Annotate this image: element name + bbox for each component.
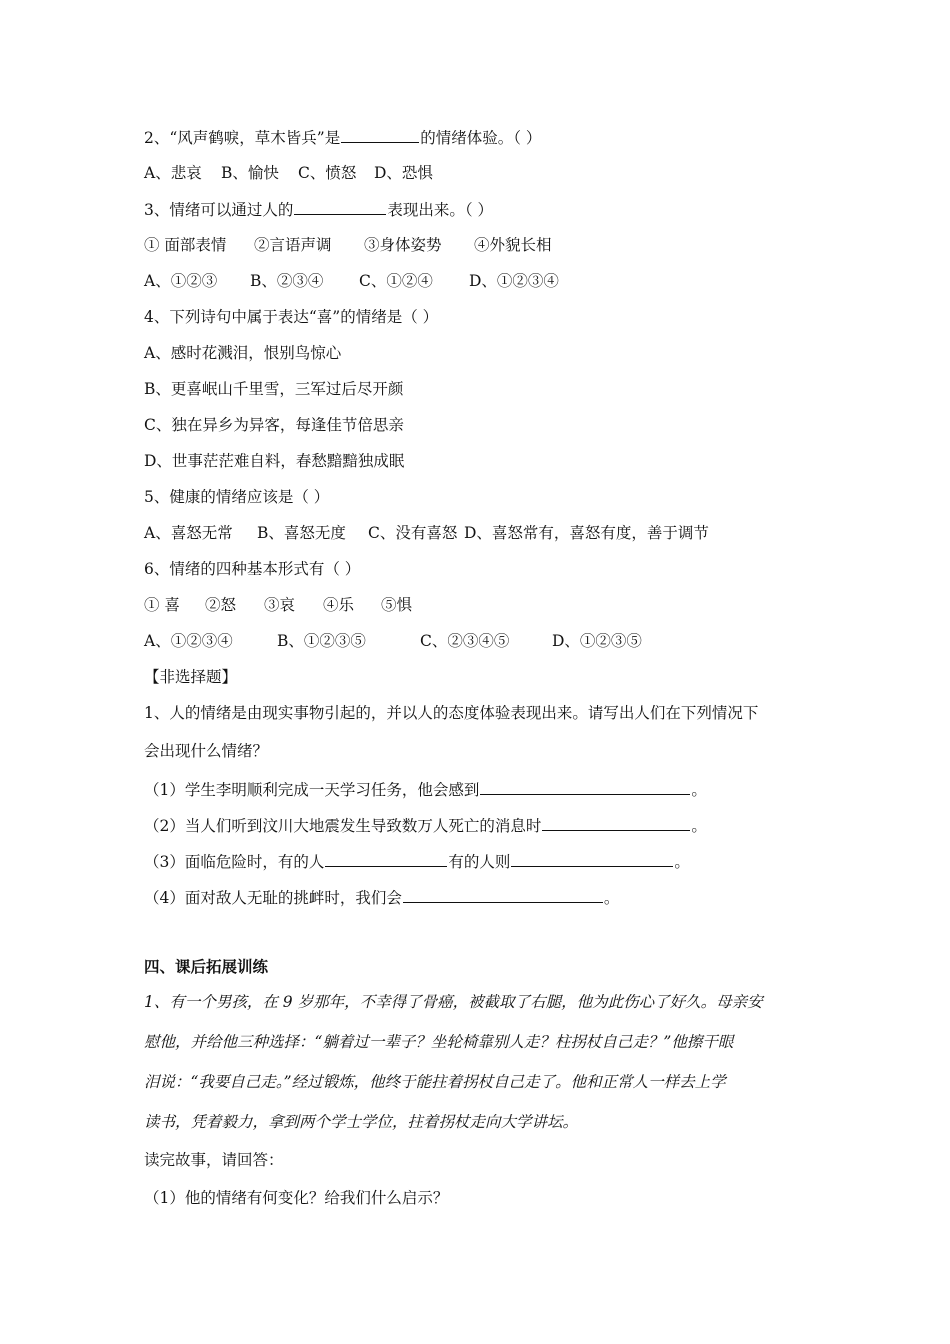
item-2: ②怒 [205, 596, 237, 614]
question-6: 6、情绪的四种基本形式有（ ） [144, 560, 361, 578]
question-3 [144, 199, 493, 220]
question-2-text-pre: 2、“风声鹤唳，草木皆兵”是 [144, 129, 341, 147]
item-4: ④乐 [323, 596, 355, 614]
section-heading-extension: 四、课后拓展训练 [144, 957, 269, 976]
question-5: 5、健康的情绪应该是（ ） [144, 488, 330, 506]
sub-question-1-end: 。 [691, 781, 707, 799]
question-3-text-pre: 3、情绪可以通过人的 [144, 201, 294, 219]
story-line-1: 1、有一个男孩，在 9 岁那年，不幸得了骨癌，被截取了右腿，他为此伤心了好久。母亲安 [144, 993, 763, 1011]
option-d: D、①②③⑤ [552, 632, 642, 650]
item-1: ① 面部表情 [144, 236, 227, 254]
option-b: B、①②③⑤ [277, 632, 366, 650]
sub-question-2-text: （2）当人们听到汶川大地震发生导致数万人死亡的消息时 [144, 817, 542, 835]
item-4: ④外貌长相 [474, 236, 552, 254]
answer-blank[interactable] [511, 851, 673, 867]
question-2 [144, 127, 541, 148]
question-6-options [144, 631, 642, 651]
extension-sub-question-1: （1）他的情绪有何变化？给我们什么启示？ [144, 1189, 449, 1207]
option-d: D、世事茫茫难自料，春愁黯黯独成眠 [144, 452, 405, 470]
option-b: B、喜怒无度 [257, 524, 346, 542]
sub-question-3 [144, 851, 690, 872]
question-3-items [144, 235, 552, 255]
item-5: ⑤惧 [381, 596, 413, 614]
option-a: A、①②③ [144, 272, 218, 290]
question-3-text-post: 表现出来。（ ） [387, 201, 494, 219]
sub-question-3-mid: 有的人则 [448, 853, 511, 871]
question-3-options [144, 271, 559, 291]
option-d: D、恐惧 [374, 164, 433, 182]
story-line-4: 读书，凭着毅力，拿到两个学士学位，拄着拐杖走向大学讲坛。 [144, 1113, 579, 1131]
sub-question-4-text: （4）面对敌人无耻的挑衅时，我们会 [144, 889, 402, 907]
option-b: B、更喜岷山千里雪，三军过后尽开颜 [144, 380, 404, 398]
question-6-items [144, 595, 412, 615]
sub-question-3-end: 。 [674, 853, 690, 871]
answer-blank[interactable] [325, 851, 447, 867]
sub-question-2 [144, 815, 707, 836]
sub-question-1-text: （1）学生李明顺利完成一天学习任务，他会感到 [144, 781, 480, 799]
option-d: D、①②③④ [469, 272, 559, 290]
option-b: B、②③④ [250, 272, 324, 290]
question-2-options [144, 163, 433, 183]
option-c: C、①②④ [359, 272, 433, 290]
option-c: C、愤怒 [298, 164, 357, 182]
option-b: B、愉快 [221, 164, 279, 182]
item-2: ②言语声调 [254, 236, 332, 254]
sub-question-4-end: 。 [603, 889, 620, 907]
section-heading-non-choice: 【非选择题】 [144, 668, 238, 686]
story-line-2: 慰他，并给他三种选择：“躺着过一辈子？坐轮椅靠别人走？柱拐杖自己走？”他擦干眼 [144, 1033, 734, 1051]
option-c: C、②③④⑤ [420, 632, 510, 650]
option-a: A、悲哀 [144, 164, 202, 182]
answer-blank[interactable] [294, 199, 386, 215]
question-4: 4、下列诗句中属于表达“喜”的情绪是（ ） [144, 308, 439, 326]
non-choice-q1-line2: 会出现什么情绪？ [144, 742, 269, 760]
option-a: A、喜怒无常 [144, 524, 233, 542]
story-line-3: 泪说：“我要自己走。”经过锻炼，他终于能拄着拐杖自己走了。他和正常人一样去上学 [144, 1073, 726, 1091]
item-1: ① 喜 [144, 596, 180, 614]
answer-blank[interactable] [341, 127, 419, 143]
option-a: A、①②③④ [144, 632, 233, 650]
item-3: ③身体姿势 [364, 236, 442, 254]
question-2-text-post: 的情绪体验。（ ） [420, 129, 542, 147]
option-c: C、没有喜怒 [368, 524, 458, 542]
option-c: C、独在异乡为异客，每逢佳节倍思亲 [144, 416, 404, 434]
option-a: A、感时花溅泪，恨别鸟惊心 [144, 344, 342, 362]
answer-blank[interactable] [403, 887, 603, 903]
option-d: D、喜怒常有，喜怒有度，善于调节 [464, 524, 709, 542]
question-5-options [144, 523, 709, 543]
sub-question-4 [144, 887, 619, 908]
answer-blank[interactable] [542, 815, 690, 831]
sub-question-3-text: （3）面临危险时，有的人 [144, 853, 325, 871]
read-prompt: 读完故事，请回答： [144, 1151, 284, 1169]
sub-question-1 [144, 779, 707, 800]
non-choice-q1-line1: 1、人的情绪是由现实事物引起的，并以人的态度体验表现出来。请写出人们在下列情况下 [144, 704, 759, 722]
sub-question-2-end: 。 [691, 817, 707, 835]
answer-blank[interactable] [480, 779, 690, 795]
item-3: ③哀 [264, 596, 296, 614]
